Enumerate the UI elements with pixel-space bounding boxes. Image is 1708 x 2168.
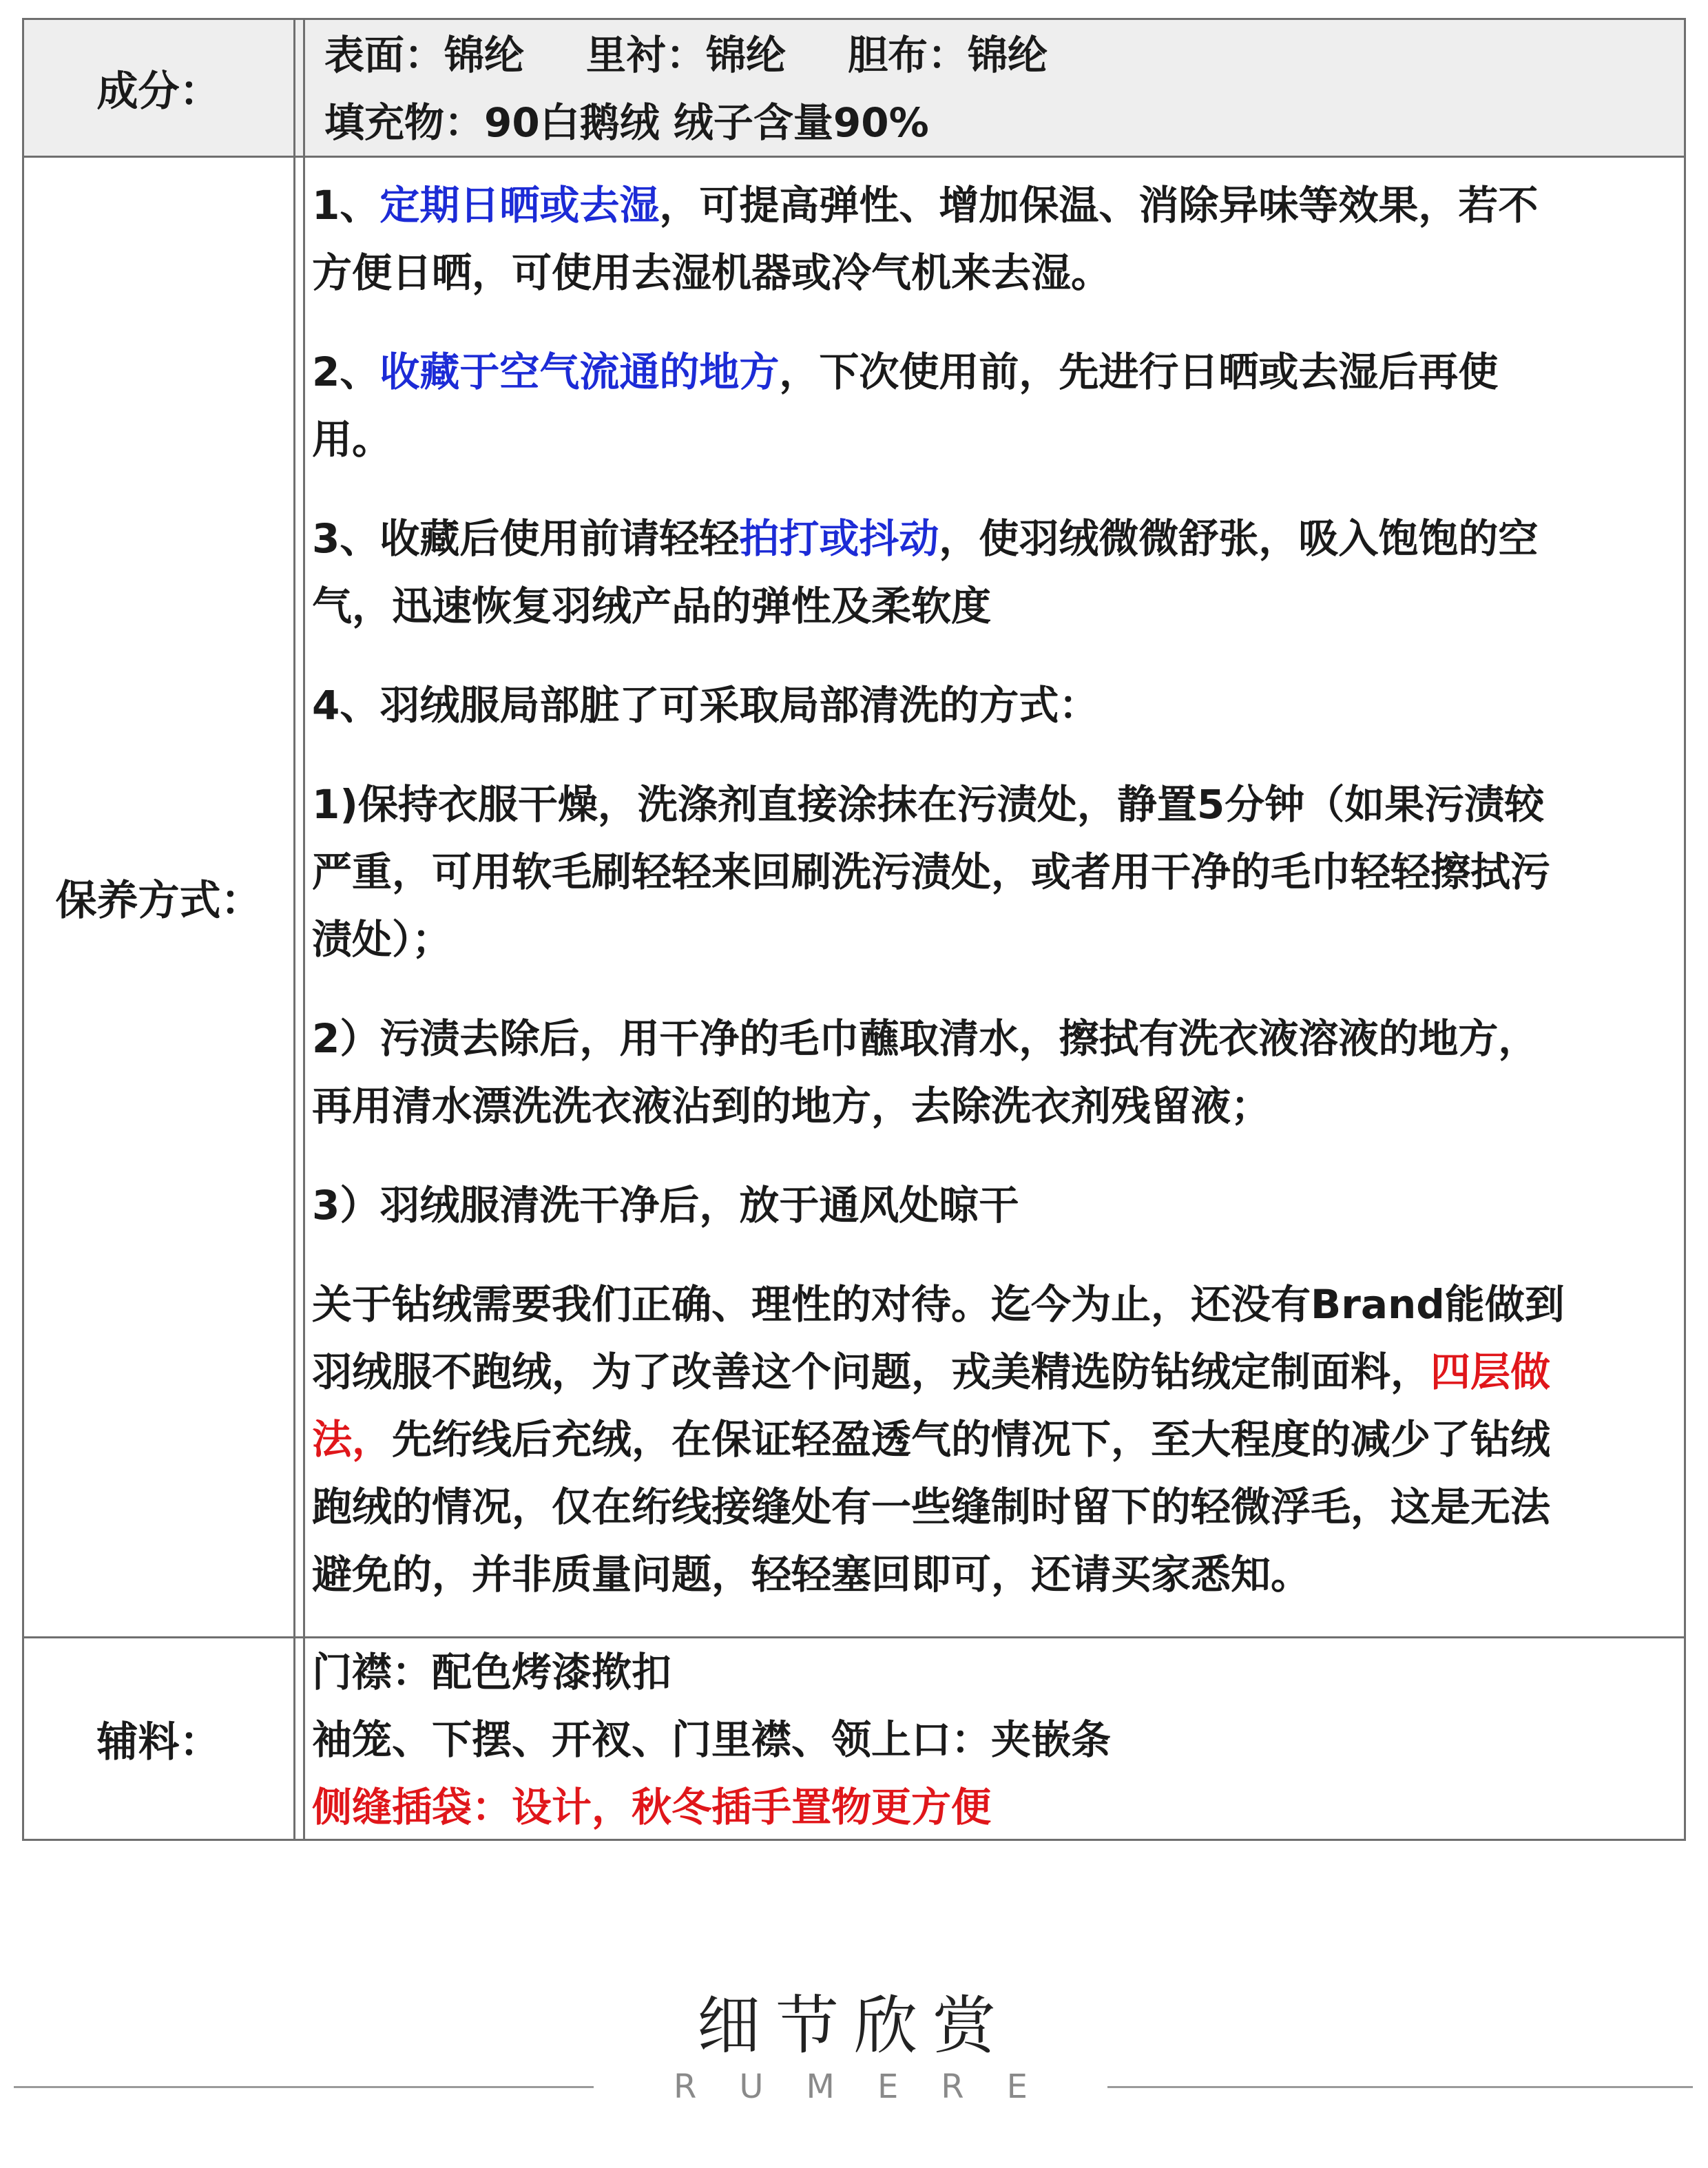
care-highlight-2: 收藏于空气流通的地方 (379, 348, 780, 395)
divider-line-right (1107, 2086, 1693, 2088)
composition-label: 成分： (24, 20, 295, 156)
lining-material: 里衬：锦纶 (586, 32, 787, 79)
product-spec-table (22, 18, 1686, 1841)
care-highlight-1: 定期日晒或去湿 (379, 182, 660, 229)
filling-material: 填充物：90白鹅绒 绒子含量90% (324, 99, 929, 146)
composition-row (24, 20, 1684, 156)
down-leakage-note: 关于钻绒需要我们正确、理性的对待。迄今为止，还没有Brand能做到 羽绒服不跑绒，为了改善这个问题，戎美精选防钻绒定制面料，四层做 法，先绗线后充绒，在保证轻盈透气的情况下，至大程度的减少了钻绒 跑绒的情况，仅在绗线接缝处有一些缝制时留下的轻微浮毛，这是无法 避免的，并非质量问题，轻轻塞回即可，还请买家悉知。 (312, 1281, 1565, 1598)
cell-divider (295, 158, 305, 1636)
cleaning-step-3: 3）羽绒服清洗干净后，放于通风处晾干 (312, 1182, 1019, 1229)
care-label: 保养方式： (24, 158, 295, 1636)
care-item-1: 1、定期日晒或去湿，可提高弹性、增加保温、消除异味等效果，若不 方便日晒，可使用去湿机器或冷气机来去湿。 (312, 182, 1539, 296)
four-layer-highlight: 四层做 (1430, 1348, 1551, 1395)
details-section-title: 细节欣赏 (696, 1989, 1011, 2063)
cleaning-step-2: 2）污渍去除后，用干净的毛巾蘸取清水，擦拭有洗衣液溶液的地方， 再用清水漂洗洗衣液沾到的地方，去除洗衣剂残留液； (312, 1015, 1539, 1129)
shell-material: 表面：锦纶 (324, 32, 525, 79)
divider-line-left (14, 2086, 594, 2088)
trims-row (24, 1636, 1684, 1839)
composition-content (305, 20, 1684, 156)
trims-label: 辅料： (24, 1638, 295, 1839)
brand-divider (0, 2063, 1708, 2111)
care-highlight-3: 拍打或抖动 (739, 515, 939, 562)
cleaning-step-1: 1)保持衣服干燥，洗涤剂直接涂抹在污渍处，静置5分钟（如果污渍较 严重，可用软毛刷轻轻来回刷洗污渍处，或者用干净的毛巾轻轻擦拭污 渍处）； (312, 781, 1551, 963)
piping-trim: 袖笼、下摆、开衩、门里襟、领上口：夹嵌条 (312, 1716, 1112, 1763)
composition-line-1 (324, 21, 1677, 89)
care-content (305, 158, 1684, 1636)
care-item-4: 4、羽绒服局部脏了可采取局部清洗的方式： (312, 682, 1099, 729)
cell-divider (295, 1638, 305, 1839)
care-row (24, 156, 1684, 1636)
care-item-3: 3、收藏后使用前请轻轻拍打或抖动，使羽绒微微舒张，吸入饱饱的空 气，迅速恢复羽绒产品的弹性及柔软度 (312, 515, 1539, 629)
inner-fabric-material: 胆布：锦纶 (848, 32, 1048, 79)
care-item-2: 2、收藏于空气流通的地方，下次使用前，先进行日晒或去湿后再使 用。 (312, 348, 1499, 463)
side-pocket-trim: 侧缝插袋：设计，秋冬插手置物更方便 (312, 1784, 992, 1831)
brand-wordmark: RUMERE (674, 2067, 1070, 2106)
cell-divider (295, 20, 305, 156)
placket-trim: 门襟：配色烤漆揿扣 (312, 1649, 672, 1696)
trims-content (305, 1638, 1684, 1839)
